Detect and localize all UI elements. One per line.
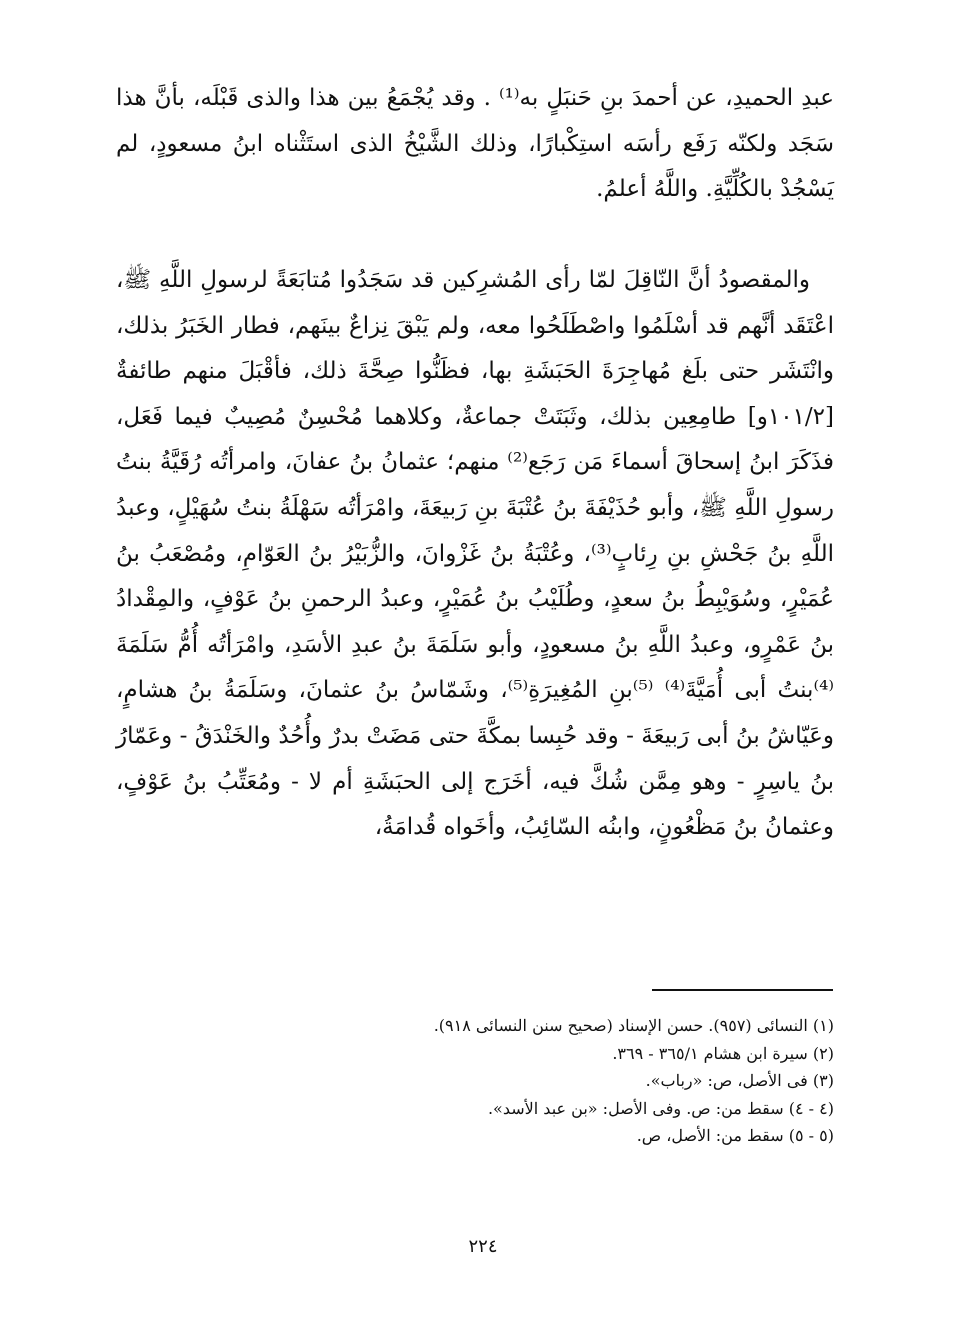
body-paragraph-1: عبدِ الحميدِ، عن أحمدَ بنِ حَنبَلٍ به⁽¹⁾ . وقد يُجْمَعُ بين هذا والذى قَبْلَه، بأنَّ هذا سَجَد ولكنّه رَفَع رأسَه استِكْبارًا، وذلك الشَّيْخُ الذى استَثْناه ابنُ مسعودٍ، لم يَسْجُدْ بالكُلِّيَّةِ. واللَّهُ أعلمُ. [116,85,834,203]
footnote-2: (٢) سيرة ابن هشام ٣٦٥/١ - ٣٦٩. [612,1043,834,1063]
footnote-5: (٥ - ٥) سقط من: الأصل، ص. [636,1126,834,1145]
footnote-3: (٣) فى الأصل، ص: «رباب». [645,1071,834,1090]
footnote-1: (١) النسائى (٩٥٧). حسن الإسناد (صحيح سنن النسائى ٩١٨). [433,1016,834,1035]
page-number: ٢٢٤ [468,1236,498,1257]
footnotes-list [200,1012,834,1150]
footnote-4: (٤ - ٤) سقط من: ص. وفى الأصل: «بن عبد الأسد». [487,1098,834,1118]
body-paragraph-2: والمقصودُ أنَّ النّاقِلَ لمّا رأى المُشرِكين قد سَجَدُوا مُتابَعَةً لرسولِ اللَّهِ ﷺ، اعْتَقَد أنَّهم قد أسْلَمُوا واصْطَلَحُوا معه، ولم يَبْقَ نِزاعٌ بينَهم، فطار الخَبَرُ بذلك، وانْتَشَر حتى بلَغ مُهاجِرَةَ الحَبَشَةِ بها، فظَنُّوا صِحَّةَ ذلك، فأقْبَلَ منهم طائفةٌ [١٠١/٢و] طامِعِين بذلك، وثَبَتَتْ جماعةٌ، وكلاهما مُحْسِنٌ مُصِيبٌ فيما فَعَل، فذَكَرَ ابنُ إسحاقَ أسماءَ مَن رَجَع⁽²⁾ منهم؛ عثمانُ بنُ عفانَ، وامرأتُه رُقَيَّةُ بنتُ رسولِ اللَّهِ ﷺ، وأبو حُذَيْفَةَ بنُ عُتْبَةَ بنِ رَبيعَةَ، وامْرَأتُه سَهْلَةُ بنتُ سُهَيْلٍ، وعبدُ اللَّهِ بنُ جَحْشِ بنِ رِئابٍ⁽³⁾، وعُتْبَةُ بنُ غَزْوانَ، والزُّبَيْرُ بنُ العَوّامِ، ومُصْعَبُ بنُ عُمَيْرٍ، وسُوَيْبِطُ بنُ سعدٍ، وطُلَيْبُ بنُ عُمَيْرٍ، وعبدُ الرحمنِ بنُ عَوْفٍ، والمِقْدادُ بنُ عَمْرٍو، وعبدُ اللَّهِ بنُ مسعودٍ، وأبو سَلَمَةَ بنُ عبدِ الأسَدِ، وامْرَأتُه أُمُّ سَلَمَةَ ⁽⁴⁾بنتُ أبى أُمَيَّةَ⁽⁴⁾ ⁽⁵⁾بنِ المُغِيرَةِ⁽⁵⁾، وشَمّاسُ بنُ عثمانَ، وسَلَمَةُ بنُ هشامٍ، وعَيّاشُ بنُ أبى رَبيعَةَ - وقد حُبِسا بمكَّةَ حتى مَضَتْ بدرٌ وأُحُدٌ والخَنْدَقُ - وعَمّارُ بنُ ياسِرٍ - وهو مِمَّن شُكَّ فيه، أخَرَج إلى الحبَشَةِ أم لا - ومُعَتِّبُ بنُ عَوْفٍ، وعثمانُ بنُ مَظْعُونٍ، وابنُه السّائِبُ، وأخَواه قُدامَةُ، [116,267,835,841]
footnote-separator [652,989,833,991]
